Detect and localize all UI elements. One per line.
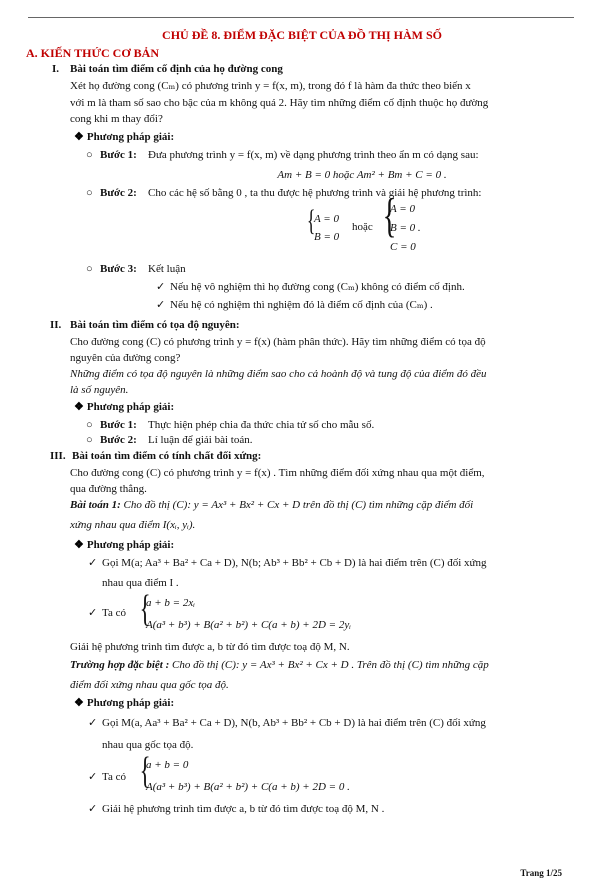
section-3-method-2 [74, 696, 594, 712]
page-title: CHỦ ĐỀ 8. ĐIỂM ĐẶC BIỆT CỦA ĐỒ THỊ HÀM SỐ [162, 28, 442, 42]
s3-let-points-2 [88, 716, 574, 732]
section-3-method-label: Phương pháp giải: [86, 539, 175, 551]
s3-let-points-line-2: nhau qua điểm I . [102, 577, 179, 589]
s1-step-3 [86, 262, 576, 278]
left-brace-icon: { [306, 204, 316, 237]
special-case-label: Trường hợp đặc biệt : [70, 659, 170, 671]
s3-solve-2 [88, 802, 384, 818]
s1-step-1-label: Bước 1: [100, 149, 137, 161]
s1-step-1-equation: Am + B = 0 hoặc Am² + Bm + C = 0 . [277, 169, 447, 181]
or-text: hoặc [352, 221, 373, 233]
s2-step-1-text: Thực hiện phép chia đa thức chia tử số cho mẫu số. [148, 419, 375, 431]
system-a [136, 588, 436, 636]
s3-we-have-label: Ta có [102, 607, 126, 619]
section-3-para-line-1: Cho đường cong (C) có phương trình y = f(x) . Tìm những điểm đối xứng nhau qua một điểm, [70, 467, 485, 479]
problem-1-text: Cho đồ thị (C): y = Ax³ + Bx² + Cx + D trên đồ thị (C) tìm những cặp điểm đối [123, 499, 474, 511]
s3-solve-1: Giải hệ phương trình tìm được a, b từ đó tìm được toạ độ M, N. [70, 641, 350, 653]
s2-step-2 [86, 433, 576, 449]
problem-1-line-1 [70, 498, 574, 514]
checkmark-icon: ✓ [156, 299, 166, 311]
s3-we-have-2-label: Ta có [102, 771, 126, 783]
section-1-para-line-3: cong khi m thay đổi? [70, 113, 163, 125]
left-brace-icon: { [382, 189, 397, 242]
special-case-line-1 [70, 658, 574, 674]
section-2-number: II. [50, 319, 62, 331]
checkmark-icon: ✓ [88, 557, 98, 569]
section-2-note-line-1: Những điểm có tọa độ nguyên là những điểm sao cho cả hoành độ và tung độ của điểm đó đều [70, 368, 487, 380]
section-3-title: Bài toán tìm điểm có tính chất đối xứng: [72, 450, 262, 462]
diamond-bullet-icon: ❖ [74, 401, 84, 413]
checkmark-icon: ✓ [88, 607, 98, 619]
section-1-method-label: Phương pháp giải: [86, 131, 175, 143]
s1-conclusion-2 [156, 298, 433, 314]
s2-step-2-label: Bước 2: [100, 434, 137, 446]
system-2-row-2: B = 0 . [390, 222, 421, 234]
s1-conclusion-1 [156, 280, 465, 296]
section-2-heading [50, 318, 570, 334]
checkmark-icon: ✓ [156, 281, 166, 293]
section-2-title: Bài toán tìm điểm có tọa độ nguyên: [70, 319, 240, 331]
s3-we-have [88, 606, 126, 622]
checkmark-icon: ✓ [88, 803, 98, 815]
s1-step-2 [86, 186, 576, 202]
s1-conclusion-1-text: Nếu hệ vô nghiệm thì họ đường cong (Cₘ) không có điểm cố định. [170, 281, 465, 293]
s1-step-1 [86, 148, 576, 164]
s2-step-1-label: Bước 1: [100, 419, 137, 431]
s3-let-points-text: Gọi M(a; Aa³ + Ba² + Ca + D), N(b; Ab³ + Bb² + Cb + D) là hai điểm trên (C) đối xứng [102, 557, 487, 569]
circle-bullet-icon: ○ [86, 187, 93, 199]
s3-let-points-2-line-2: nhau qua gốc tọa độ. [102, 739, 194, 751]
section-2-method [74, 400, 594, 416]
diamond-bullet-icon: ❖ [74, 539, 84, 551]
section-1-method [74, 130, 594, 146]
section-3-para-line-2: qua đường thẳng. [70, 483, 147, 495]
section-a-heading: A. KIẾN THỨC CƠ BẢN [26, 46, 160, 60]
system-a-row-2: A(a³ + b³) + B(a² + b²) + C(a + b) + 2D = 2yᵢ [146, 619, 351, 631]
s1-step-3-text: Kết luận [148, 263, 186, 275]
section-3-heading [50, 449, 570, 465]
system-b [136, 750, 436, 798]
s3-let-points [88, 556, 574, 572]
checkmark-icon: ✓ [88, 717, 98, 729]
section-1-title: Bài toán tìm điểm cố định của họ đường cong [70, 63, 283, 75]
s1-step-2-label: Bước 2: [100, 187, 137, 199]
section-3-number: III. [50, 450, 66, 462]
s2-step-1 [86, 418, 576, 434]
s3-we-have-2 [88, 770, 126, 786]
s2-step-2-text: Lí luận để giải bài toán. [148, 434, 253, 446]
section-2-method-label: Phương pháp giải: [86, 401, 175, 413]
section-3-method-2-label: Phương pháp giải: [86, 697, 175, 709]
special-case-text: Cho đồ thị (C): y = Ax³ + Bx² + Cx + D . Trên đồ thị (C) tìm những cặp [172, 659, 489, 671]
diamond-bullet-icon: ❖ [74, 697, 84, 709]
problem-1-label: Bài toán 1: [70, 499, 121, 511]
system-a-row-1: a + b = 2xᵢ [146, 597, 195, 609]
section-2-note-line-2: là số nguyên. [70, 384, 129, 396]
left-brace-icon: { [139, 750, 151, 792]
section-1-para-line-1: Xét họ đường cong (Cₘ) có phương trình y = f(x, m), trong đó f là hàm đa thức theo biến x [70, 80, 471, 92]
circle-bullet-icon: ○ [86, 434, 93, 446]
system-b-row-2: A(a³ + b³) + B(a² + b²) + C(a + b) + 2D = 0 . [146, 781, 350, 793]
system-2 [378, 189, 438, 256]
s1-step-1-text: Đưa phương trình y = f(x, m) về dạng phương trình theo ẩn m có dạng sau: [148, 149, 479, 161]
system-1-row-2: B = 0 [314, 231, 340, 243]
system-1 [304, 204, 354, 246]
section-1-number: I. [52, 63, 60, 75]
problem-1-line-2: xứng nhau qua điểm I(xᵢ, yᵢ). [70, 519, 196, 531]
checkmark-icon: ✓ [88, 771, 98, 783]
system-2-row-3: C = 0 [390, 241, 416, 253]
left-brace-icon: { [139, 588, 151, 630]
section-1-heading [52, 62, 572, 78]
section-1-para-line-2: với m là tham số sao cho bậc của m không quá 2. Hãy tìm những điểm cố định thuộc họ đường [70, 97, 489, 109]
s1-step-3-label: Bước 3: [100, 263, 137, 275]
s3-let-points-2-text: Gọi M(a, Aa³ + Ba² + Ca + D), N(b, Ab³ + Bb² + Cb + D) là hai điểm trên (C) đối xứng [102, 717, 486, 729]
section-2-para-line-1: Cho đường cong (C) có phương trình y = f(x) (hàm phân thức). Hãy tìm những điểm có tọa độ [70, 336, 486, 348]
page-number: Trang 1/25 [520, 867, 562, 878]
s1-step-2-text: Cho các hệ số bằng 0 , ta thu được hệ phương trình và giải hệ phương trình: [148, 187, 482, 199]
section-2-para-line-2: nguyên của đường cong? [70, 352, 181, 364]
circle-bullet-icon: ○ [86, 149, 93, 161]
circle-bullet-icon: ○ [86, 263, 93, 275]
diamond-bullet-icon: ❖ [74, 131, 84, 143]
system-2-row-1: A = 0 [390, 203, 415, 215]
section-3-method [74, 538, 594, 554]
system-b-row-1: a + b = 0 [146, 759, 189, 771]
system-1-row-1: A = 0 [314, 213, 339, 225]
top-rule [28, 17, 574, 18]
s3-solve-2-text: Giải hệ phương trình tìm được a, b từ đó tìm được toạ độ M, N . [102, 803, 385, 815]
circle-bullet-icon: ○ [86, 419, 93, 431]
special-case-line-2: điểm đối xứng nhau qua gốc tọa độ. [70, 679, 229, 691]
s1-conclusion-2-text: Nếu hệ có nghiệm thì nghiệm đó là điểm cố định của (Cₘ) . [170, 299, 433, 311]
